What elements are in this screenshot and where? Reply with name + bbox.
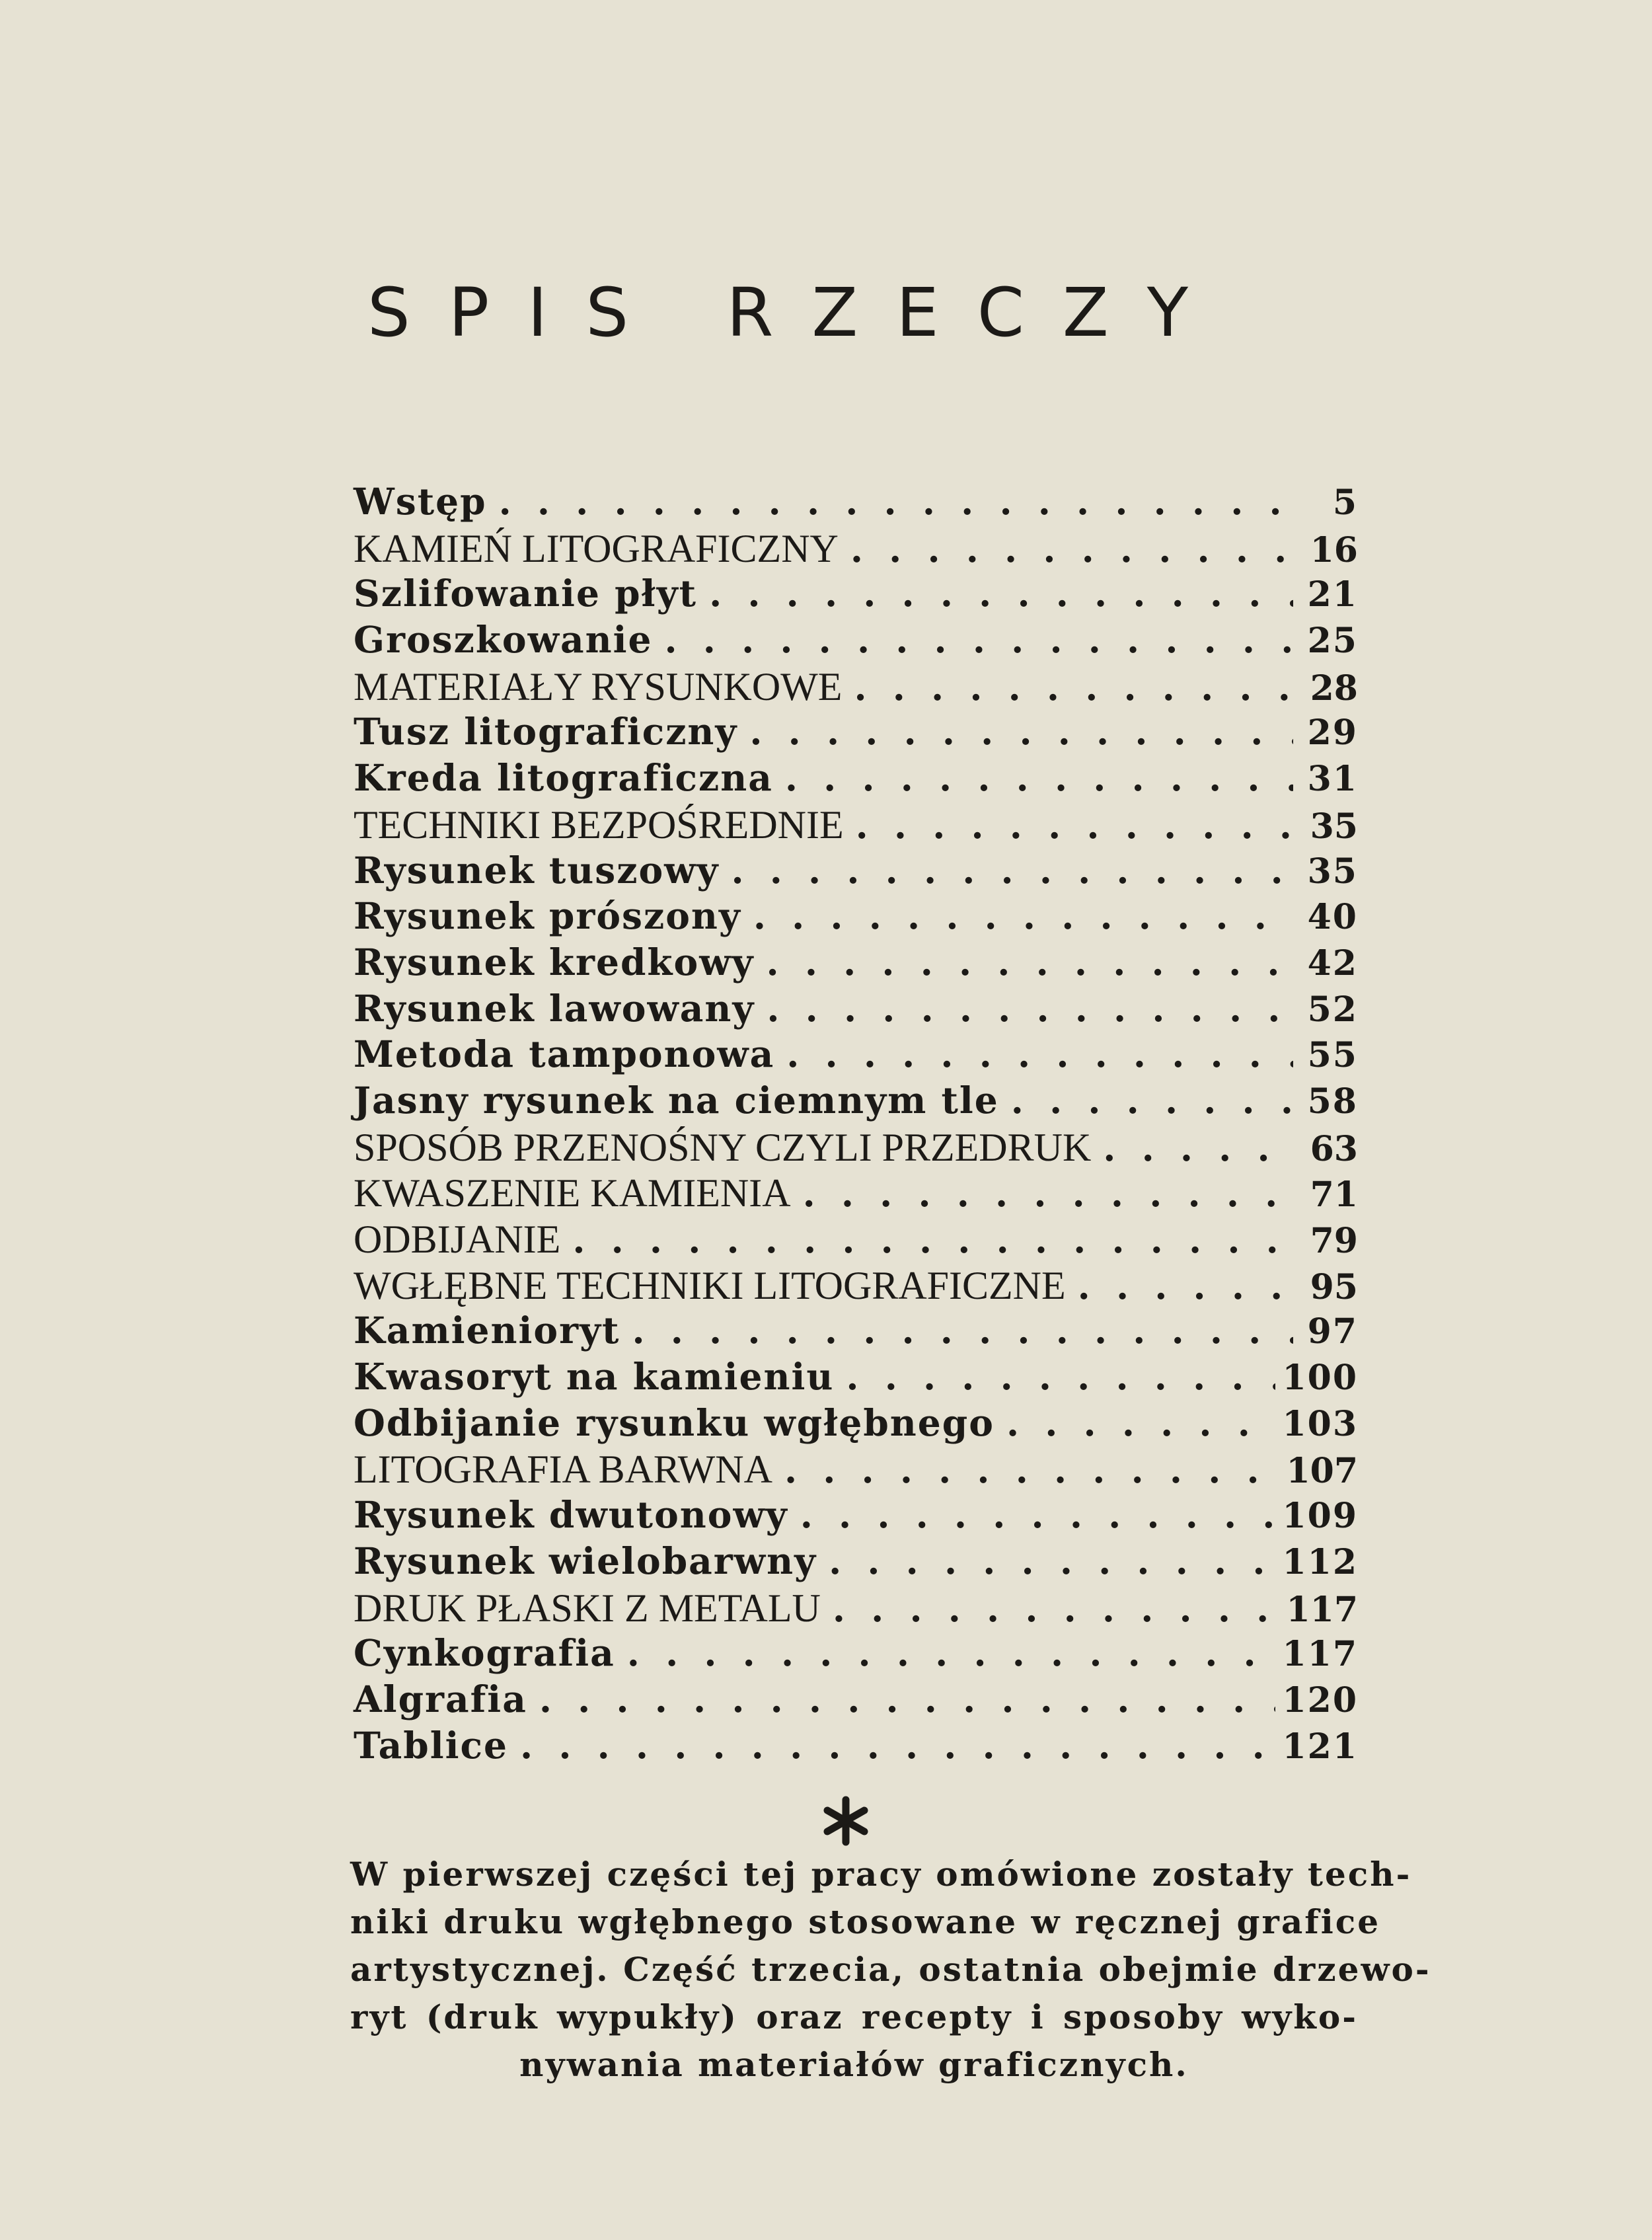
toc-entry bbox=[354, 756, 1358, 802]
toc-entry-page: 35 bbox=[1310, 806, 1358, 847]
toc-entry-page: 63 bbox=[1310, 1128, 1358, 1169]
toc-entry bbox=[354, 1217, 1358, 1263]
toc-entry bbox=[354, 526, 1358, 572]
toc-entry-page: 58 bbox=[1307, 1081, 1358, 1122]
footnote-line: niki druku wgłębnego stosowane w ręcznej grafice bbox=[350, 1902, 1381, 1941]
toc-dot-leader bbox=[520, 1724, 1275, 1767]
toc-entry-page: 28 bbox=[1310, 668, 1358, 709]
toc-dot-leader bbox=[499, 480, 1293, 523]
toc-dot-leader bbox=[785, 756, 1293, 799]
toc-entry-title: SPOSÓB PRZENOŚNY CZYLI PRZEDRUK bbox=[354, 1125, 1092, 1169]
toc-entry-title: Metoda tamponowa bbox=[354, 1032, 775, 1076]
toc-entry-title: Rysunek dwutonowy bbox=[354, 1493, 788, 1537]
toc-entry bbox=[354, 1355, 1358, 1401]
toc-dot-leader bbox=[1011, 1079, 1293, 1122]
toc-entry-page: 103 bbox=[1282, 1403, 1358, 1444]
toc-dot-leader bbox=[784, 1448, 1280, 1491]
toc-entry bbox=[354, 1447, 1358, 1493]
toc-entry bbox=[354, 1724, 1358, 1770]
toc-entry bbox=[354, 572, 1358, 618]
toc-entry-title: Kamienioryt bbox=[354, 1309, 620, 1352]
toc-dot-leader bbox=[753, 894, 1293, 937]
toc-entry-page: 16 bbox=[1310, 529, 1358, 570]
toc-entry-page: 117 bbox=[1286, 1589, 1358, 1630]
toc-entry bbox=[354, 849, 1358, 895]
toc-entry-page: 55 bbox=[1307, 1035, 1358, 1076]
toc-entry-page: 117 bbox=[1282, 1634, 1358, 1675]
toc-entry bbox=[354, 1125, 1358, 1171]
toc-dot-leader bbox=[854, 666, 1293, 709]
toc-entry bbox=[354, 1678, 1358, 1724]
toc-entry-title: Cynkografia bbox=[354, 1631, 615, 1675]
toc-dot-leader bbox=[539, 1678, 1276, 1720]
toc-dot-leader bbox=[572, 1218, 1293, 1261]
toc-entry bbox=[354, 1631, 1358, 1678]
toc-entry-title: WGŁĘBNE TECHNIKI LITOGRAFICZNE bbox=[354, 1263, 1066, 1307]
toc-dot-leader bbox=[786, 1032, 1293, 1075]
toc-entry bbox=[354, 1032, 1358, 1079]
toc-entry-title: MATERIAŁY RYSUNKOWE bbox=[354, 664, 843, 709]
toc-dot-leader bbox=[1006, 1401, 1276, 1444]
page-title: SPIS RZECZY bbox=[367, 274, 1227, 353]
footnote-line: ryt (druk wypukły) oraz recepty i sposoby wyko- bbox=[350, 1997, 1358, 2036]
toc-entry bbox=[354, 1079, 1358, 1125]
toc-entry bbox=[354, 1401, 1358, 1448]
footnote-line: artystycznej. Część trzecia, ostatnia obejmie drzewo- bbox=[350, 1950, 1431, 1989]
toc-entry-title: Jasny rysunek na ciemnym tle bbox=[354, 1078, 999, 1122]
toc-dot-leader bbox=[664, 618, 1293, 661]
toc-entry-title: LITOGRAFIA BARWNA bbox=[354, 1448, 772, 1492]
toc-entry-title: Algrafia bbox=[354, 1677, 527, 1720]
toc-entry bbox=[354, 802, 1358, 849]
table-of-contents bbox=[354, 480, 1358, 1769]
toc-entry bbox=[354, 664, 1358, 711]
toc-dot-leader bbox=[850, 527, 1293, 570]
toc-entry bbox=[354, 987, 1358, 1033]
toc-entry-title: Kwasoryt na kamieniu bbox=[354, 1355, 835, 1399]
toc-entry-title: Wstęp bbox=[354, 480, 487, 523]
toc-entry bbox=[354, 1263, 1358, 1309]
toc-dot-leader bbox=[749, 710, 1293, 753]
toc-entry-title: DRUK PŁASKI Z METALU bbox=[354, 1586, 821, 1630]
footnote-line: W pierwszej części tej pracy omówione zostały tech- bbox=[350, 1855, 1412, 1894]
toc-entry bbox=[354, 1539, 1358, 1586]
toc-entry-page: 120 bbox=[1282, 1680, 1358, 1720]
toc-entry-page: 31 bbox=[1307, 759, 1358, 800]
toc-entry-title: Szlifowanie płyt bbox=[354, 572, 698, 615]
toc-entry-page: 40 bbox=[1307, 897, 1358, 938]
toc-entry-title: Tablice bbox=[354, 1723, 509, 1767]
toc-entry-title: Rysunek lawowany bbox=[354, 986, 755, 1030]
footnote-line: nywania materiałów graficznych. bbox=[519, 2045, 1189, 2084]
toc-entry bbox=[354, 480, 1358, 526]
toc-dot-leader bbox=[627, 1631, 1276, 1674]
toc-dot-leader bbox=[856, 804, 1293, 847]
toc-entry-page: 52 bbox=[1307, 989, 1358, 1030]
toc-entry-page: 107 bbox=[1286, 1451, 1358, 1492]
toc-entry-page: 95 bbox=[1310, 1266, 1358, 1307]
toc-entry-page: 109 bbox=[1282, 1496, 1358, 1537]
toc-entry bbox=[354, 1586, 1358, 1632]
toc-dot-leader bbox=[1078, 1264, 1293, 1307]
toc-entry-title: Rysunek kredkowy bbox=[354, 940, 755, 984]
toc-entry-title: KAMIEŃ LITOGRAFICZNY bbox=[354, 526, 839, 570]
toc-entry-title: Rysunek tuszowy bbox=[354, 848, 720, 892]
footnote bbox=[350, 1851, 1431, 2089]
toc-entry-page: 112 bbox=[1282, 1541, 1358, 1582]
toc-entry bbox=[354, 1493, 1358, 1539]
toc-dot-leader bbox=[731, 849, 1293, 892]
toc-dot-leader bbox=[833, 1587, 1280, 1630]
toc-entry-page: 35 bbox=[1307, 851, 1358, 892]
toc-entry bbox=[354, 1309, 1358, 1355]
toc-dot-leader bbox=[803, 1172, 1293, 1215]
toc-dot-leader bbox=[829, 1539, 1275, 1582]
asterisk-separator-icon bbox=[819, 1795, 872, 1847]
toc-entry-title: Rysunek prószony bbox=[354, 894, 741, 938]
toc-entry bbox=[354, 1171, 1358, 1217]
toc-entry bbox=[354, 941, 1358, 987]
toc-entry bbox=[354, 710, 1358, 756]
toc-dot-leader bbox=[709, 572, 1293, 615]
toc-entry-title: Tusz litograficzny bbox=[354, 710, 738, 753]
toc-entry-page: 71 bbox=[1310, 1175, 1358, 1216]
toc-entry-title: TECHNIKI BEZPOŚREDNIE bbox=[354, 802, 844, 847]
toc-dot-leader bbox=[767, 941, 1293, 984]
toc-entry-title: Rysunek wielobarwny bbox=[354, 1539, 817, 1582]
toc-dot-leader bbox=[632, 1309, 1293, 1352]
toc-entry-page: 29 bbox=[1307, 713, 1358, 753]
toc-entry-page: 21 bbox=[1307, 574, 1358, 615]
toc-entry-title: Kreda litograficzna bbox=[354, 756, 773, 800]
toc-entry-title: Groszkowanie bbox=[354, 618, 653, 662]
toc-entry-title: ODBIJANIE bbox=[354, 1217, 561, 1261]
toc-entry bbox=[354, 894, 1358, 941]
toc-entry-page: 97 bbox=[1307, 1311, 1358, 1352]
toc-entry-page: 42 bbox=[1307, 943, 1358, 984]
toc-entry-title: Odbijanie rysunku wgłębnego bbox=[354, 1401, 995, 1444]
toc-entry-page: 5 bbox=[1332, 483, 1358, 523]
toc-entry-title: KWASZENIE KAMIENIA bbox=[354, 1171, 791, 1216]
toc-entry-page: 25 bbox=[1307, 621, 1358, 662]
toc-entry-page: 79 bbox=[1310, 1221, 1358, 1261]
toc-dot-leader bbox=[800, 1493, 1276, 1536]
toc-dot-leader bbox=[846, 1355, 1275, 1398]
toc-dot-leader bbox=[767, 987, 1293, 1030]
toc-entry-page: 100 bbox=[1282, 1358, 1358, 1399]
toc-entry-page: 121 bbox=[1282, 1726, 1358, 1767]
toc-dot-leader bbox=[1103, 1126, 1293, 1169]
toc-entry bbox=[354, 618, 1358, 664]
